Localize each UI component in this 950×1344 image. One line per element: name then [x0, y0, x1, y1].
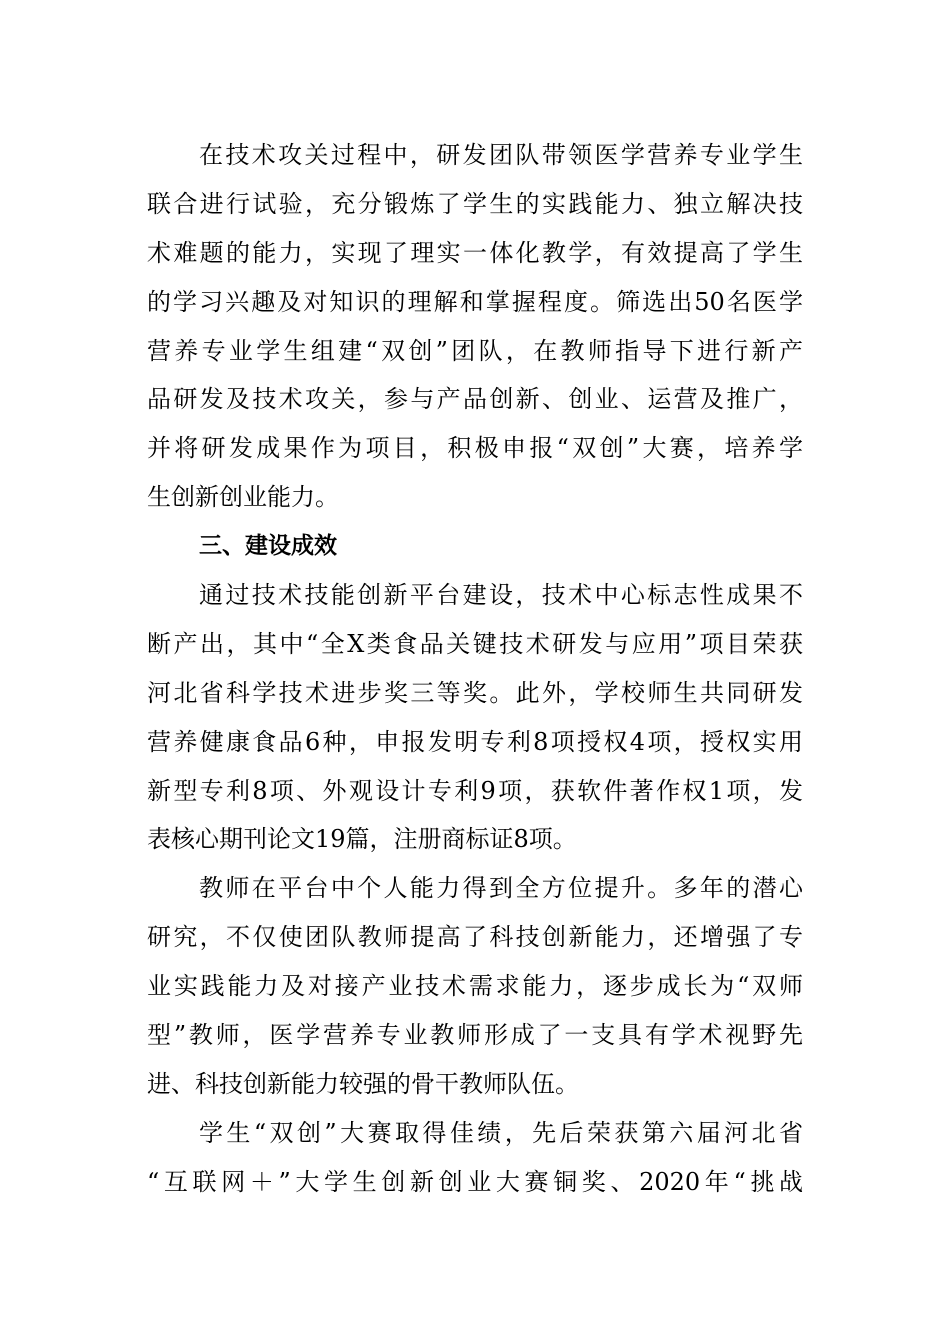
document-body: [147, 131, 803, 1207]
paragraph-4: [147, 1109, 803, 1207]
text-line: 教师在平台中个人能力得到全方位提升。多年的潜心: [199, 874, 803, 903]
text-line: 新型专利8项、外观设计专利9项，获软件著作权1项，发: [147, 776, 803, 805]
text-line: 学生“双创”大赛取得佳绩，先后荣获第六届河北省: [199, 1118, 803, 1147]
text-line: 生创新创业能力。: [147, 483, 339, 512]
text-line: 术难题的能力，实现了理实一体化教学，有效提高了学生: [147, 238, 803, 267]
text-line: 在技术攻关过程中，研发团队带领医学营养专业学生: [199, 141, 803, 169]
text-line: 进、科技创新能力较强的骨干教师队伍。: [147, 1069, 579, 1098]
paragraph-1: [147, 131, 803, 522]
paragraph-2: [147, 571, 803, 864]
text-line: 品研发及技术攻关，参与产品创新、创业、运营及推广，: [147, 385, 803, 414]
text-line: “互联网＋”大学生创新创业大赛铜奖、2020年“挑战: [147, 1167, 803, 1196]
text-line: 表核心期刊论文19篇，注册商标证8项。: [147, 825, 577, 854]
paragraph-3: [147, 864, 803, 1108]
text-line: 联合进行试验，充分锻炼了学生的实践能力、独立解决技: [147, 189, 803, 218]
text-line: 业实践能力及对接产业技术需求能力，逐步成长为“双师: [147, 972, 803, 1001]
text-line: 断产出，其中“全X类食品关键技术研发与应用”项目荣获: [147, 629, 803, 658]
text-line: 通过技术技能创新平台建设，技术中心标志性成果不: [199, 581, 803, 610]
text-line: 河北省科学技术进步奖三等奖。此外，学校师生共同研发: [147, 678, 803, 707]
text-line: 并将研发成果作为项目，积极申报“双创”大赛，培养学: [147, 434, 803, 463]
section-heading: 三、建设成效: [199, 533, 337, 560]
text-line: 营养专业学生组建“双创”团队，在教师指导下进行新产: [147, 336, 803, 365]
text-line: 研究，不仅使团队教师提高了科技创新能力，还增强了专: [147, 923, 803, 952]
text-line: 营养健康食品6种，申报发明专利8项授权4项，授权实用: [147, 727, 803, 756]
text-line: 型”教师，医学营养专业教师形成了一支具有学术视野先: [147, 1021, 803, 1050]
text-line: 的学习兴趣及对知识的理解和掌握程度。筛选出50名医学: [147, 287, 803, 316]
